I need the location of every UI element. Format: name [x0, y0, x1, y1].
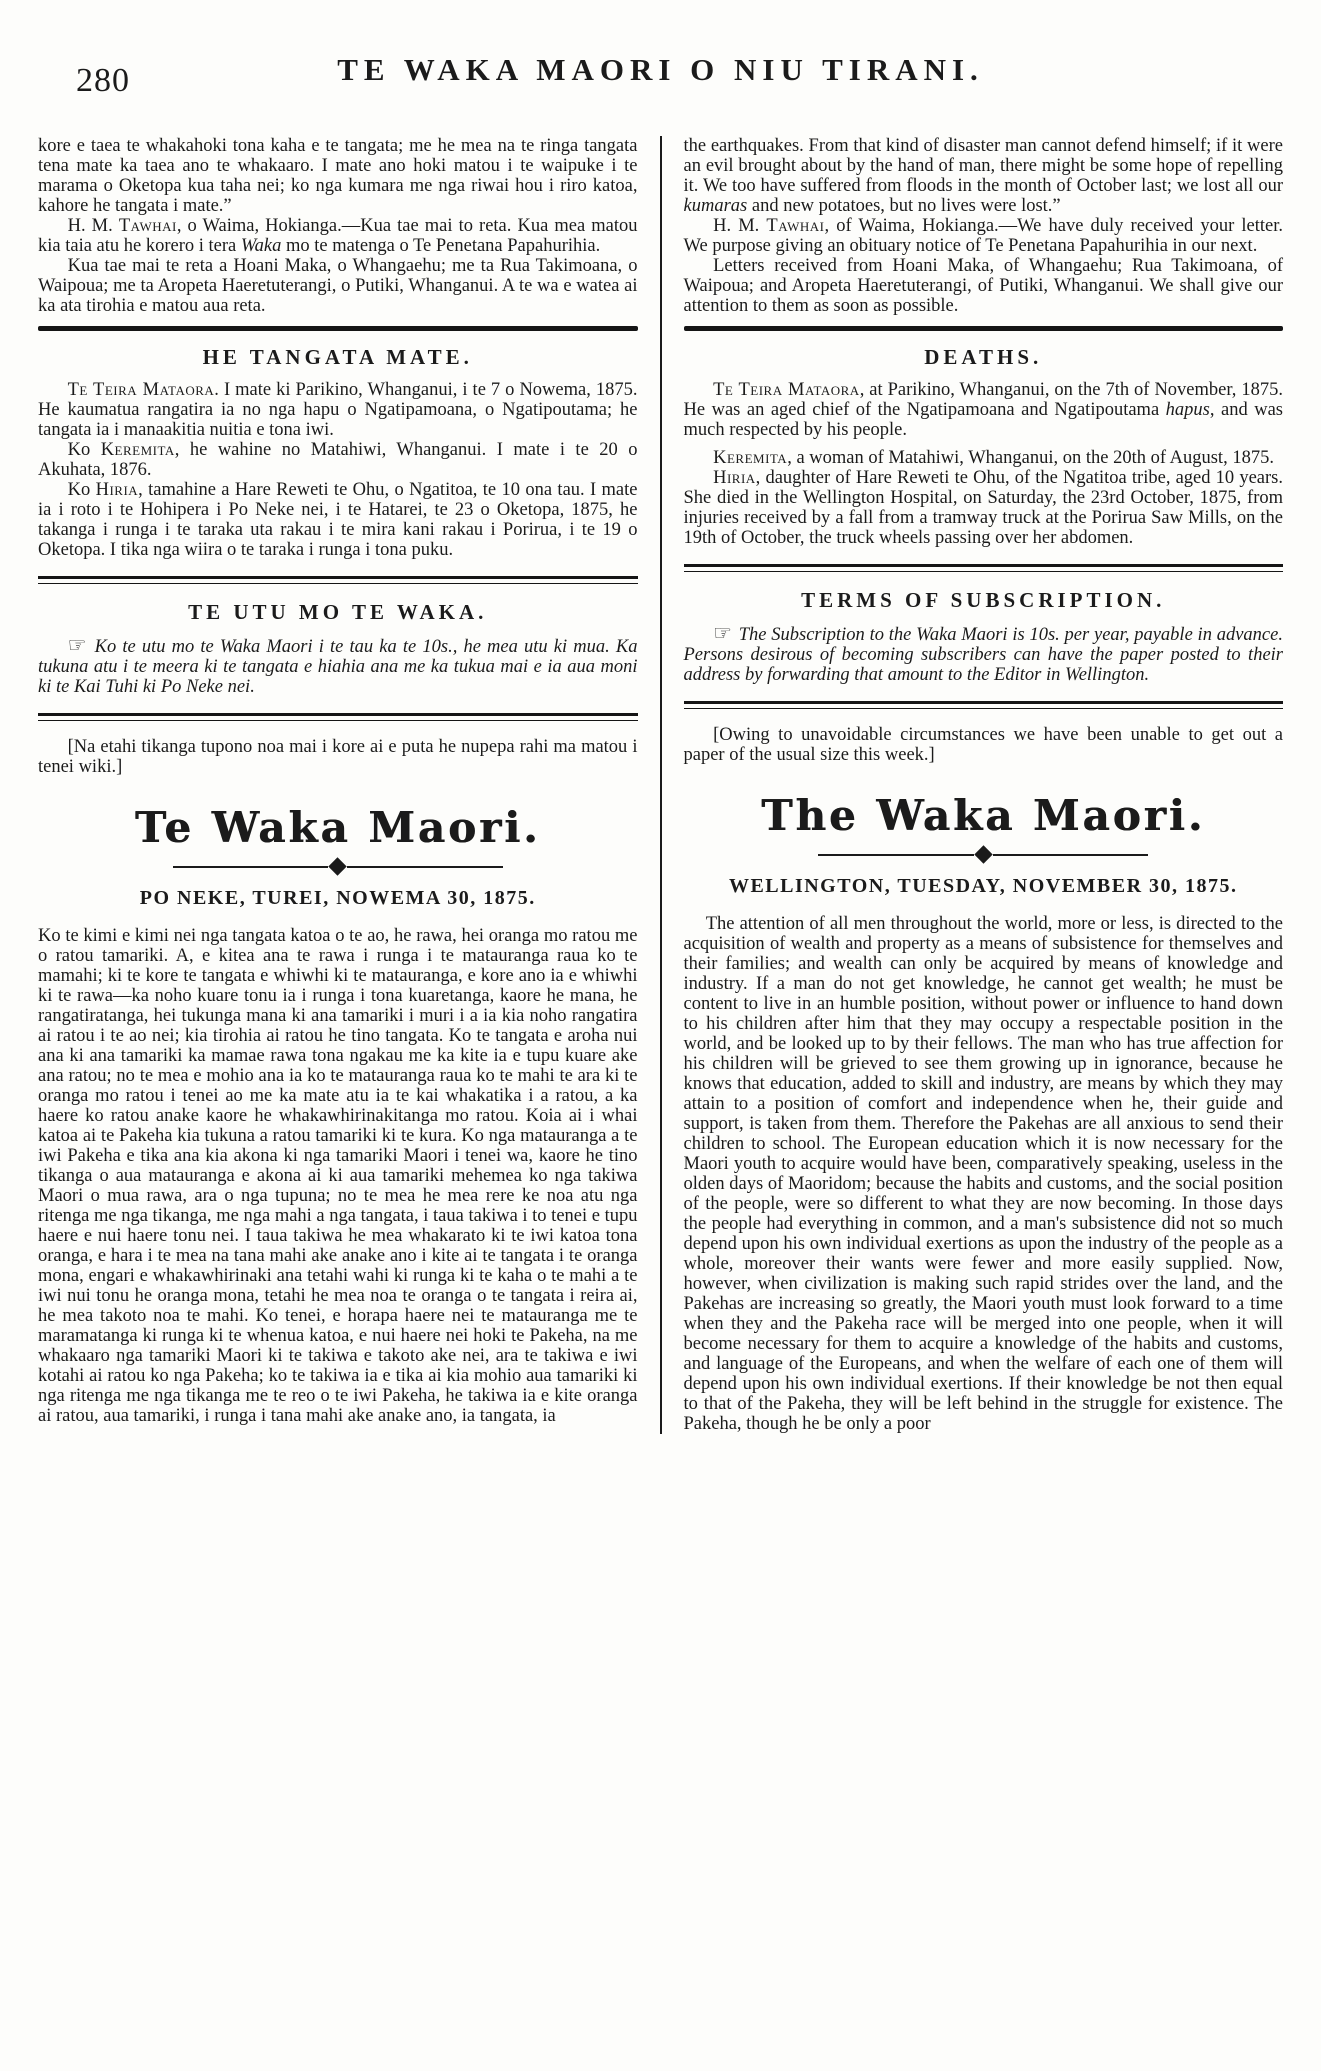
section-rule	[684, 564, 1284, 572]
maori-leader-article: Ko te kimi e kimi nei nga tangata katoa o te ao, he rawa, hei oranga mo ratou me o ratou tamariki. A, e kitea ana te rawa i runga i te matauranga raua ko te mamahi; ki te kore te tangata e whiwhi ki te matauranga, e kore ano ia e whiwhi ki te rawa—ka noho kuare tonu ia i runga i tona kuaretanga, kaore he mana, he rangatiratanga, hei tukunga mana ki ana tamariki i muri i a ia kia noho rangatira ai ratou i te ao nei; kia tirohia ai ratou he tino tangata. Ko te tangata e aroha nui ana ki ana tamariki ka mamae rawa tona ngakau me ka kite ia e tupu kuare ake ana ratou; no te mea e mohio ana ia ko te matauranga raua ko te mahi te ara ki te oranga mo ratou i tenei ao me ka mate atu ia te kai whakatika i a ratou, a ka haere ko ratou anake kaore he whakawhirinakitanga mo ratou. Koia ai i whai katoa ai te Pakeha kia tukuna a ratou tamariki ki te kura. Ko nga matauranga a te iwi Pakeha e tika ana kia akona ki nga tamariki Maori i tenei wa, kaore he tino tikanga o aua matauranga e akona ai ki aua tamariki mehemea ko nga takiwa Maori o mua rawa, ara o nga tupuna; no te mea he mea rere ke noa atu nga ritenga me nga tikanga, me nga mahi a nga tangata, i taua takiwa i to tenei e tupu haere e nui haere tonu nei. I taua takiwa he mea whakarato ki te iwi katoa tona oranga, e hara i te mea na tana mahi ake anake ano i kite ai te tangata i te oranga mona, engari e whakawhirinaki ana tetahi wahi ki runga ki te kaha o te mahi a te iwi nui tonu he oranga mona, tetahi he mea noa te oranga o te tangata i reira ai, he mea takoto noa te mahi. Ko tenei, e horapa haere nei te matauranga me te maramatanga ki runga ki te whenua katoa, e nui haere nei hoki te Pakeha, na me whakaaro nga tamariki Maori ki te takiwa e takoto ake nei, ara te takiwa e iwi kotahi ai ratou ko nga Pakeha; ko te takiwa ia e tika ai kia mohio aua tamariki ki nga ritenga me nga tikanga me te reo o te iwi Pakeha, he takiwa ia e kite oranga ai ratou, aua tamariki, i runga i tana mahi ake anake ano, ia tangata, ia	[38, 926, 638, 1426]
section-rule	[684, 326, 1284, 331]
english-correspondence-section	[684, 136, 1284, 316]
section-rule	[38, 576, 638, 584]
correspondence-paragraph: H. M. Tawhai, o Waima, Hokianga.—Kua tae mai to reta. Kua mea matou kia taia atu he korero i tera Waka mo te matenga o Te Penetana Papahurihia.	[38, 216, 638, 256]
page-header	[38, 52, 1283, 110]
subscription-paragraph: ☞ Ko te utu mo te Waka Maori i te tau ka te 10s., he mea utu ki mua. Ka tukuna atu i te meera ki te tangata e hiahia ana me ka tukua mai e ia aua moni ki te Kai Tuhi ki Po Neke nei.	[38, 633, 638, 697]
dateline: PO NEKE, TUREI, NOWEMA 30, 1875.	[139, 887, 536, 909]
correspondence-paragraph: Letters received from Hoani Maka, of Whangaehu; Rua Takimoana, of Waipoua; and Aropeta Haeretuterangi, of Putiki, Whanganui. We shall give our attention to them as soon as possible.	[683, 256, 1283, 316]
correspondence-paragraph: the earthquakes. From that kind of disaster man cannot defend himself; if it were an evil brought about by the hand of man, there might be some hope of repelling it. We too have suffered from floods in the month of October last; we lost all our kumaras and new potatoes, but no lives were lost.”	[683, 136, 1283, 216]
maori-subscription-section	[38, 600, 638, 697]
subscription-heading: TERMS OF SUBSCRIPTION.	[801, 588, 1166, 612]
diamond-icon	[329, 857, 347, 875]
correspondence-paragraph: Kua tae mai te reta a Hoani Maka, o Whangaehu; me ta Rua Takimoana, o Waipoua; me ta Aropeta Haeretuterangi, o Putiki, Whanganui. A te wa e watea ai ka ata tirohia e matou aua reta.	[38, 256, 638, 316]
maori-correspondence-section	[38, 136, 638, 316]
subscription-paragraph: ☞ The Subscription to the Waka Maori is 10s. per year, payable in advance. Persons desirous of becoming subscribers can have the paper posted to their address by forwarding that amount to the Editor in Wellington.	[683, 621, 1283, 685]
masthead-title: Te Waka Maori.	[134, 803, 541, 852]
death-notice: Te Teira Mataora. I mate ki Parikino, Whanganui, i te 7 o Nowema, 1875. He kaumatua rangatira ia no nga hapu o Ngatipamoana, o Ngatipoutama; he tangata ia i manaakitia nuitia e tona iwi.	[38, 380, 638, 440]
death-notice: Ko Keremita, he wahine no Matahiwi, Whanganui. I mate i te 20 o Akuhata, 1876.	[38, 440, 638, 480]
diamond-rule-ornament	[173, 860, 503, 873]
page-number: 280	[76, 62, 130, 99]
dateline: WELLINGTON, TUESDAY, NOVEMBER 30, 1875.	[728, 875, 1238, 897]
death-notice: Hiria, daughter of Hare Reweti te Ohu, of the Ngatitoa tribe, aged 10 years. She died in the Wellington Hospital, on Saturday, the 23rd October, 1875, from injuries received by a fall from a tramway truck at the Porirua Saw Mills, on the 19th of October, the truck wheels passing over her abdomen.	[683, 468, 1283, 548]
subscription-heading: TE UTU MO TE WAKA.	[188, 600, 488, 624]
death-notice: Keremita, a woman of Matahiwi, Whanganui, on the 20th of August, 1875.	[713, 448, 1274, 468]
diamond-icon	[974, 845, 992, 863]
ornament-line	[993, 854, 1149, 856]
english-leader-article: The attention of all men throughout the world, more or less, is directed to the acquisition of wealth and property as a means of subsistence for themselves and their families; and wealth can only be acquired by means of knowledge and industry. If a man do not get knowledge, he cannot get wealth; he must be content to live in an humble position, without power or influence to hand down to his children after him that they may occupy a respectable position in the world, and be looked up to by their fellows. The man who has true affection for his children will be grieved to see them growing up in ignorance, because he knows that education, added to skill and industry, are means by which they may attain to a position of comfort and independence when he, their guide and support, is taken from them. Therefore the Pakehas are all anxious to send their children to school. The European education which it is now necessary for the Maori youth to acquire would have been, comparatively speaking, useless in the olden days of Maoridom; because the habits and customs, and the social position of the people, were so different to what they are now becoming. In those days the people had everything in common, and a man's subsistence did not so much depend upon his own individual exertions as upon the industry of the people as a whole, moreover their wants were fewer and more easily supplied. Now, however, when civilization is making such rapid strides over the land, and the Pakehas are increasing so greatly, the Maori youth must look forward to a time when they and the Pakeha race will be merged into one people, when it will become necessary for them to acquire a knowledge of the habits and customs, and language of the Europeans, and when the welfare of each one of them will depend upon his own individual exertions. If their knowledge be not then equal to that of the Pakeha, they will be left behind in the struggle for existence. The Pakeha, though he be only a poor	[683, 914, 1283, 1434]
section-rule	[38, 326, 638, 331]
column-layout	[38, 136, 1283, 1434]
diamond-rule-ornament	[818, 848, 1148, 861]
deaths-heading: HE TANGATA MATE.	[202, 345, 473, 369]
maori-column	[38, 136, 660, 1434]
paper-title: TE WAKA MAORI O NIU TIRANI.	[337, 52, 984, 87]
section-rule	[38, 713, 638, 721]
correspondence-paragraph: H. M. Tawhai, of Waima, Hokianga.—We have duly received your letter. We purpose giving an obituary notice of Te Penetana Papahurihia in our next.	[683, 216, 1283, 256]
spacer	[684, 440, 1284, 448]
ornament-line	[818, 854, 974, 856]
deaths-heading: DEATHS.	[924, 345, 1043, 369]
english-subscription-section	[684, 588, 1284, 685]
ornament-line	[173, 866, 329, 868]
maori-deaths-section	[38, 345, 638, 560]
death-notice: Te Teira Mataora, at Parikino, Whanganui, on the 7th of November, 1875. He was an aged chief of the Ngatipamoana and Ngatipoutama hapus, and was much respected by his people.	[683, 380, 1283, 440]
section-rule	[684, 701, 1284, 709]
english-deaths-section	[684, 345, 1284, 548]
masthead-title: The Waka Maori.	[761, 791, 1206, 840]
editorial-notice: [Owing to unavoidable circumstances we have been unable to get out a paper of the usual size this week.]	[683, 725, 1283, 765]
correspondence-paragraph: kore e taea te whakahoki tona kaha e te tangata; me he mea na te ringa tangata tena mate ka taea ano te whakaaro. I mate ano hoki matou i te waipuke i te marama o Oketopa kua taha nei; ko nga kumara me nga riwai hou i riro katoa, kahore he tangata i mate.”	[38, 136, 638, 216]
editorial-notice: [Na etahi tikanga tupono noa mai i kore ai e puta he nupepa rahi ma matou i tenei wiki.]	[38, 737, 638, 777]
death-notice: Ko Hiria, tamahine a Hare Reweti te Ohu, o Ngatitoa, te 10 ona tau. I mate ia i roto i te Hohipera i Po Neke nei, i te Hatarei, te 23 o Oketopa, 1875, he takanga i runga i te taraka uta rakau i te mira kani rakau i Porirua, i te 19 o Oketopa. I tika nga wiira o te taraka i runga i tona puku.	[38, 480, 638, 560]
english-column	[662, 136, 1284, 1434]
ornament-line	[347, 866, 503, 868]
